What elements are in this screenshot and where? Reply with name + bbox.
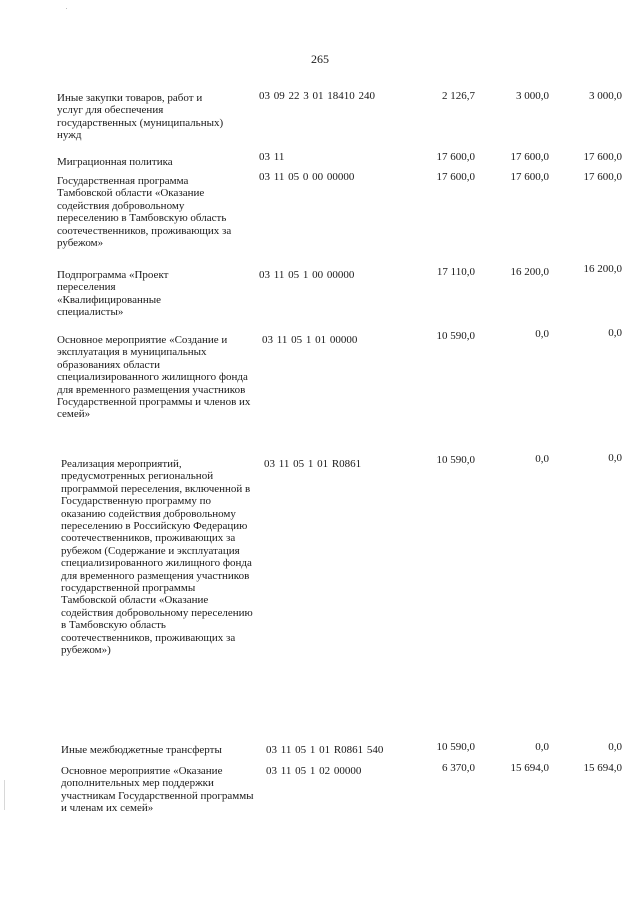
page-number: 265: [311, 52, 329, 66]
row-value-1: 17 600,0: [436, 171, 475, 183]
row-code: 03 09 22 3 01 18410 240: [259, 90, 375, 102]
row-name: Миграционная политика: [57, 156, 173, 168]
row-code: 03 11 05 1 01 R0861 540: [266, 744, 384, 756]
row-name: Основное мероприятие «Оказание дополнительных мер поддержки участникам Государственной программы и членам их семей»: [61, 765, 254, 815]
row-value-2: 17 600,0: [510, 151, 549, 163]
row-value-1: 10 590,0: [436, 454, 475, 466]
row-name: Основное мероприятие «Создание и эксплуатация в муниципальных образованиях области специализированного жилищного фонда для временного размещения участников Государственной программы и членов их семей»: [57, 334, 251, 421]
row-code: 03 11 05 1 00 00000: [259, 269, 355, 281]
row-value-1: 2 126,7: [442, 90, 475, 102]
row-value-3: 15 694,0: [583, 762, 622, 774]
row-value-3: 0,0: [608, 452, 622, 464]
row-value-3: 17 600,0: [583, 171, 622, 183]
row-value-2: 0,0: [535, 741, 549, 753]
row-value-1: 17 110,0: [436, 266, 475, 278]
row-code: 03 11 05 0 00 00000: [259, 171, 355, 183]
row-name: Иные межбюджетные трансферты: [61, 744, 222, 756]
row-name: Государственная программа Тамбовской области «Оказание содействия добровольному переселению в Тамбовскую область соотечественников, проживающих за рубежом»: [57, 175, 232, 250]
row-value-3: 0,0: [608, 741, 622, 753]
row-code: 03 11 05 1 02 00000: [266, 765, 362, 777]
row-name: Подпрограмма «Проект переселения «Квалифицированные специалисты»: [57, 269, 169, 319]
row-value-1: 17 600,0: [436, 151, 475, 163]
row-value-2: 3 000,0: [516, 90, 549, 102]
row-value-3: 17 600,0: [583, 151, 622, 163]
row-value-3: 0,0: [608, 327, 622, 339]
scan-dot: [66, 8, 67, 9]
row-code: 03 11 05 1 01 R0861: [264, 458, 362, 470]
row-code: 03 11 05 1 01 00000: [262, 334, 358, 346]
row-code: 03 11: [259, 151, 285, 163]
row-value-3: 3 000,0: [589, 90, 622, 102]
row-name: Реализация мероприятий, предусмотренных региональной программой переселения, включенной в Государственную программу по оказанию содействия добровольному переселению в Российскую Федерацию соотечественников, проживающих за рубежом (Содержание и эксплуатация специализированного жилищного фонда для временного размещения участников государственной программы Тамбовской области «Оказание содействия добровольному переселению в Тамбовскую область соотечественников, проживающих за рубежом»): [61, 458, 253, 657]
row-value-2: 17 600,0: [510, 171, 549, 183]
row-value-1: 10 590,0: [436, 741, 475, 753]
row-value-2: 0,0: [535, 328, 549, 340]
row-value-1: 6 370,0: [442, 762, 475, 774]
row-value-2: 0,0: [535, 453, 549, 465]
row-value-2: 16 200,0: [510, 266, 549, 278]
row-value-3: 16 200,0: [583, 263, 622, 275]
row-name: Иные закупки товаров, работ и услуг для обеспечения государственных (муниципальных) нужд: [57, 92, 224, 142]
scan-mark: [4, 780, 5, 810]
row-value-2: 15 694,0: [510, 762, 549, 774]
row-value-1: 10 590,0: [436, 330, 475, 342]
